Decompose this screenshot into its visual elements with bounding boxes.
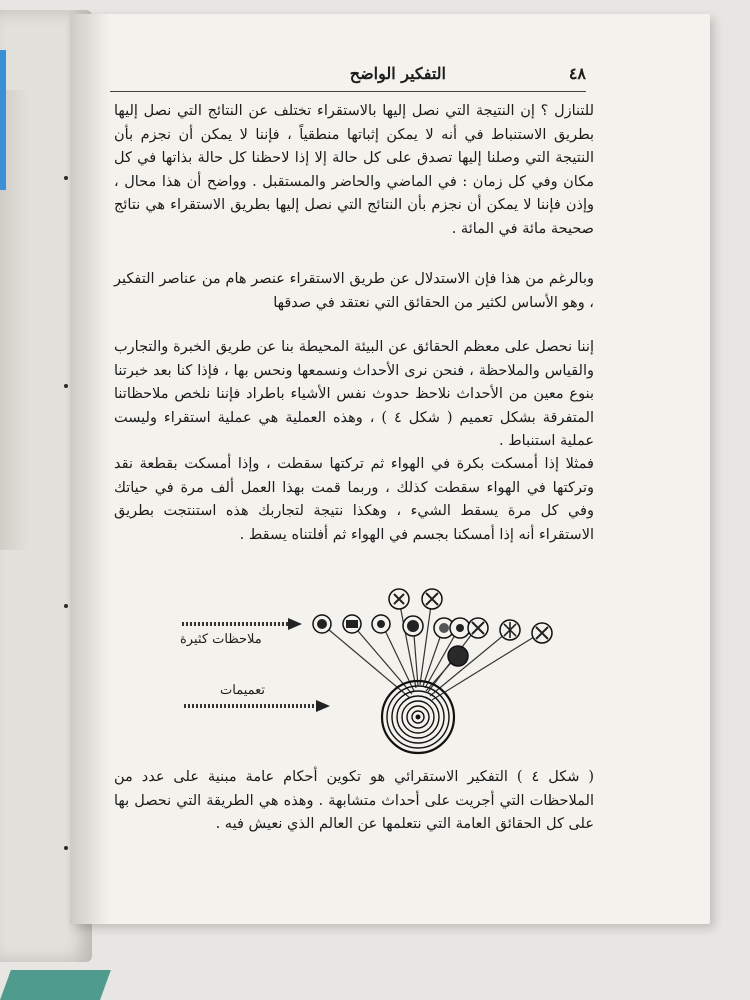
paragraph: وبالرغم من هذا فإن الاستدلال عن طريق الاستقراء عنصر هام من عناصر التفكير ، وهو الأساس لكثير من الحقائق التي نعتقد في صدقها bbox=[114, 271, 594, 311]
binding-stitch bbox=[64, 384, 68, 388]
cover-strip bbox=[0, 50, 6, 190]
running-title: التفكير الواضح bbox=[349, 64, 446, 83]
cover-corner bbox=[0, 970, 111, 1000]
paragraph: للتنازل ؟ إن النتيجة التي نصل إليها بالاستقراء تختلف عن النتائج التي نصل إليها بطريق الاستنباط في أنه لا يمكن إثباتها منطقياً ، فإننا لا يمكن أن نجزم بأن النتيجة التي وصلنا إليها تصدق على كل حالة إلا إذا لاحظنا كل حالة بذاتها في كل مكان وفي كل زمان : في الماضي والحاضر والمستقبل . وواضح أن هذا محال ، وإذن فإننا لا يمكن أن نجزم بأن النتائج التي نصل إليها بطريق الاستقراء هي نتائج صحيحة مائة في المائة . bbox=[114, 103, 594, 237]
observations-arrow bbox=[182, 618, 302, 630]
page-number: ٤٨ bbox=[568, 64, 586, 83]
generalizations-arrow bbox=[184, 700, 330, 712]
header-rule bbox=[110, 91, 586, 92]
figure-drawing bbox=[160, 580, 580, 770]
label-generalizations: تعميمات bbox=[220, 683, 266, 698]
binding-stitch bbox=[64, 604, 68, 608]
gutter-shadow bbox=[70, 14, 110, 924]
figure-inductive-thinking bbox=[160, 580, 580, 770]
paragraph: فمثلا إذا أمسكت بكرة في الهواء ثم تركتها سقطت ، وإذا أمسكت بقطعة نقد وتركتها في الهواء سقطت كذلك ، وربما قمت بهذا العمل ألف مرة في حياتك وفي كل مرة يسقط الشيء ، وهكذا نتيجة لتجاربك هذه استنتجت بطريق الاستقراء أنه إذا أمسكنا بجسم في الهواء ثم أفلتناه يسقط . bbox=[114, 456, 594, 543]
binding-stitch bbox=[64, 176, 68, 180]
binding-stitch bbox=[64, 846, 68, 850]
paragraph: إننا نحصل على معظم الحقائق عن البيئة المحيطة بنا عن طريق الخبرة والتجارب والقياس والملاحظة ، فنحن نرى الأحداث ونسمعها ونحس بها ، فإذا كنا بعد خبرتنا بنوع معين من الأحداث نلاحظ حدوث نفس الأشياء باطراد فإننا نلخص ملاحظاتنا المتفرقة بشكل تعميم ( شكل ٤ ) ، وهذه العملية هي عملية استقراء وليست عملية استنباط . bbox=[114, 339, 594, 449]
generalization-target bbox=[382, 681, 454, 753]
page-header bbox=[110, 64, 586, 90]
label-many-observations: ملاحظات كثيرة bbox=[180, 632, 262, 647]
figure-caption: ( شكل ٤ ) التفكير الاستقرائي هو تكوين أحكام عامة مبنية على عدد من الملاحظات التي أجريت على أحداث متشابهة . وهذه هي الطريقة التي نحصل بها على كل الحقائق العامة التي نتعلمها عن العالم الذي نعيش فيه . bbox=[114, 769, 595, 832]
